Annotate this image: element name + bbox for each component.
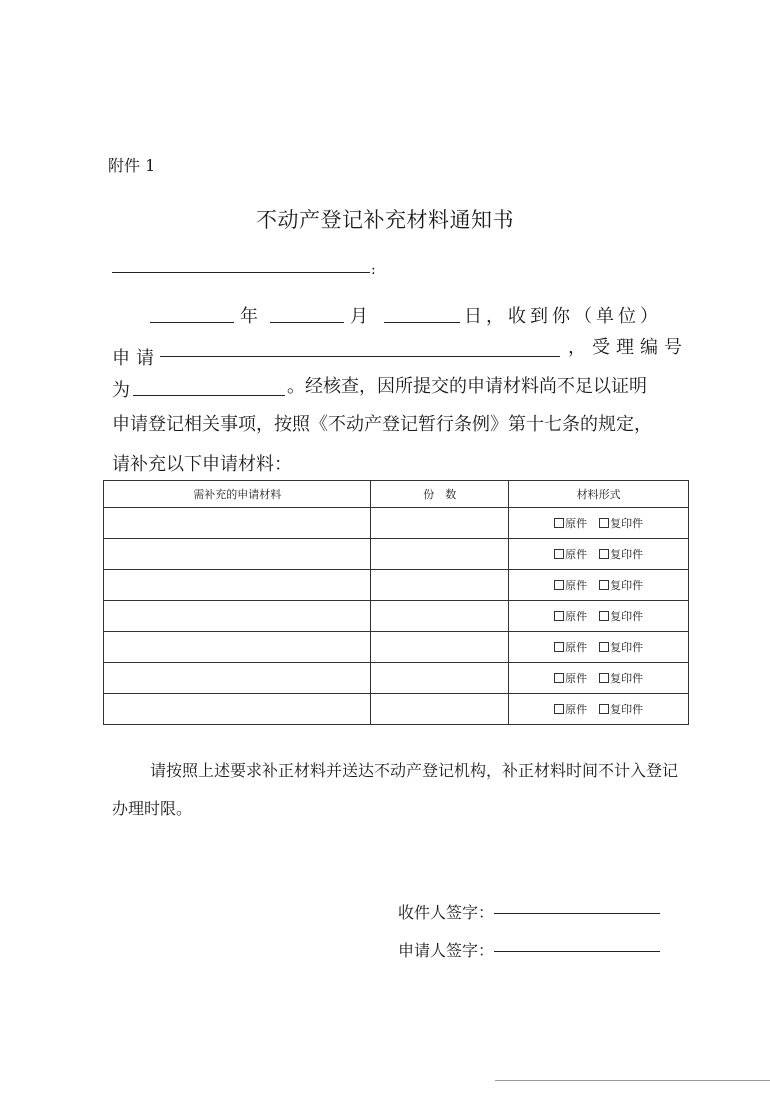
table-row (104, 601, 689, 632)
header-materials: 需补充的申请材料 (104, 481, 371, 508)
copies-cell[interactable] (371, 694, 509, 725)
checkbox-icon[interactable] (554, 704, 564, 714)
checkbox-icon[interactable] (554, 518, 564, 528)
material-cell[interactable] (104, 570, 371, 601)
year-blank[interactable] (150, 322, 234, 323)
footer-line-2: 办理时限。 (112, 799, 193, 818)
body-line-4: 请补充以下申请材料： (112, 454, 292, 475)
receiver-signature-blank[interactable] (494, 913, 660, 914)
copy-option[interactable] (599, 515, 643, 531)
applicant-signature-blank[interactable] (494, 951, 660, 952)
form-cell (509, 508, 689, 539)
wei-label: 为 (112, 380, 130, 401)
attachment-label: 附件 1 (108, 156, 156, 175)
year-label: 年 (240, 306, 258, 327)
month-blank[interactable] (270, 322, 344, 323)
copies-cell[interactable] (371, 601, 509, 632)
copy-label: 复印件 (610, 703, 644, 716)
material-cell[interactable] (104, 663, 371, 694)
checkbox-icon[interactable] (599, 673, 609, 683)
body-line-3: 申请登记相关事项，按照《不动产登记暂行条例》第十七条的规定， (112, 414, 652, 435)
accept-number-blank[interactable] (133, 395, 285, 396)
original-label: 原件 (565, 548, 588, 561)
copy-label: 复印件 (610, 641, 644, 654)
form-cell (509, 694, 689, 725)
form-cell (509, 570, 689, 601)
checkbox-icon[interactable] (554, 673, 564, 683)
addressee-blank[interactable] (112, 272, 370, 273)
table-row (104, 632, 689, 663)
form-cell (509, 632, 689, 663)
copy-label: 复印件 (610, 517, 644, 530)
form-cell (509, 539, 689, 570)
document-title: 不动产登记补充材料通知书 (256, 208, 514, 232)
checkbox-icon[interactable] (599, 518, 609, 528)
material-cell[interactable] (104, 632, 371, 663)
checkbox-icon[interactable] (554, 580, 564, 590)
original-option[interactable] (554, 546, 587, 562)
original-label: 原件 (565, 672, 588, 685)
addressee-colon: : (371, 262, 376, 278)
materials-table (103, 480, 689, 725)
copy-label: 复印件 (610, 672, 644, 685)
copy-option[interactable] (599, 701, 643, 717)
original-option[interactable] (554, 608, 587, 624)
day-received-text: 日，收到你（单位） (464, 306, 662, 327)
checkbox-icon[interactable] (599, 611, 609, 621)
copy-option[interactable] (599, 670, 643, 686)
original-label: 原件 (565, 641, 588, 654)
checkbox-icon[interactable] (599, 704, 609, 714)
table-row (104, 663, 689, 694)
body-line-2: 。经核查，因所提交的申请材料尚不足以证明 (287, 376, 647, 397)
table-header-row (104, 481, 689, 508)
checkbox-icon[interactable] (599, 642, 609, 652)
copies-cell[interactable] (371, 508, 509, 539)
copies-cell[interactable] (371, 570, 509, 601)
accept-number-label: ，受理编号 (568, 337, 688, 358)
original-label: 原件 (565, 610, 588, 623)
original-option[interactable] (554, 639, 587, 655)
original-label: 原件 (565, 703, 588, 716)
copy-label: 复印件 (610, 548, 644, 561)
original-label: 原件 (565, 517, 588, 530)
original-option[interactable] (554, 577, 587, 593)
header-form: 材料形式 (509, 481, 689, 508)
copies-cell[interactable] (371, 539, 509, 570)
table-row (104, 694, 689, 725)
checkbox-icon[interactable] (554, 549, 564, 559)
material-cell[interactable] (104, 539, 371, 570)
table-row (104, 508, 689, 539)
checkbox-icon[interactable] (554, 611, 564, 621)
material-cell[interactable] (104, 601, 371, 632)
copy-option[interactable] (599, 608, 643, 624)
material-cell[interactable] (104, 508, 371, 539)
header-copies: 份 数 (371, 481, 509, 508)
apply-label: 申请 (112, 348, 160, 369)
form-cell (509, 663, 689, 694)
original-option[interactable] (554, 670, 587, 686)
applicant-signature-label: 申请人签字： (398, 941, 495, 960)
copy-label: 复印件 (610, 610, 644, 623)
material-cell[interactable] (104, 694, 371, 725)
copy-option[interactable] (599, 546, 643, 562)
form-cell (509, 601, 689, 632)
day-blank[interactable] (384, 322, 460, 323)
checkbox-icon[interactable] (599, 580, 609, 590)
checkbox-icon[interactable] (599, 549, 609, 559)
copies-cell[interactable] (371, 632, 509, 663)
original-option[interactable] (554, 701, 587, 717)
copy-option[interactable] (599, 639, 643, 655)
original-option[interactable] (554, 515, 587, 531)
table-row (104, 539, 689, 570)
receiver-signature-label: 收件人签字： (398, 903, 495, 922)
original-label: 原件 (565, 579, 588, 592)
checkbox-icon[interactable] (554, 642, 564, 652)
footer-line-1: 请按照上述要求补正材料并送达不动产登记机构，补正材料时间不计入登记 (150, 761, 679, 780)
application-blank[interactable] (160, 356, 560, 357)
table-row (104, 570, 689, 601)
page-bottom-rule (495, 1080, 770, 1081)
copy-label: 复印件 (610, 579, 644, 592)
copy-option[interactable] (599, 577, 643, 593)
month-label: 月 (350, 306, 368, 327)
copies-cell[interactable] (371, 663, 509, 694)
